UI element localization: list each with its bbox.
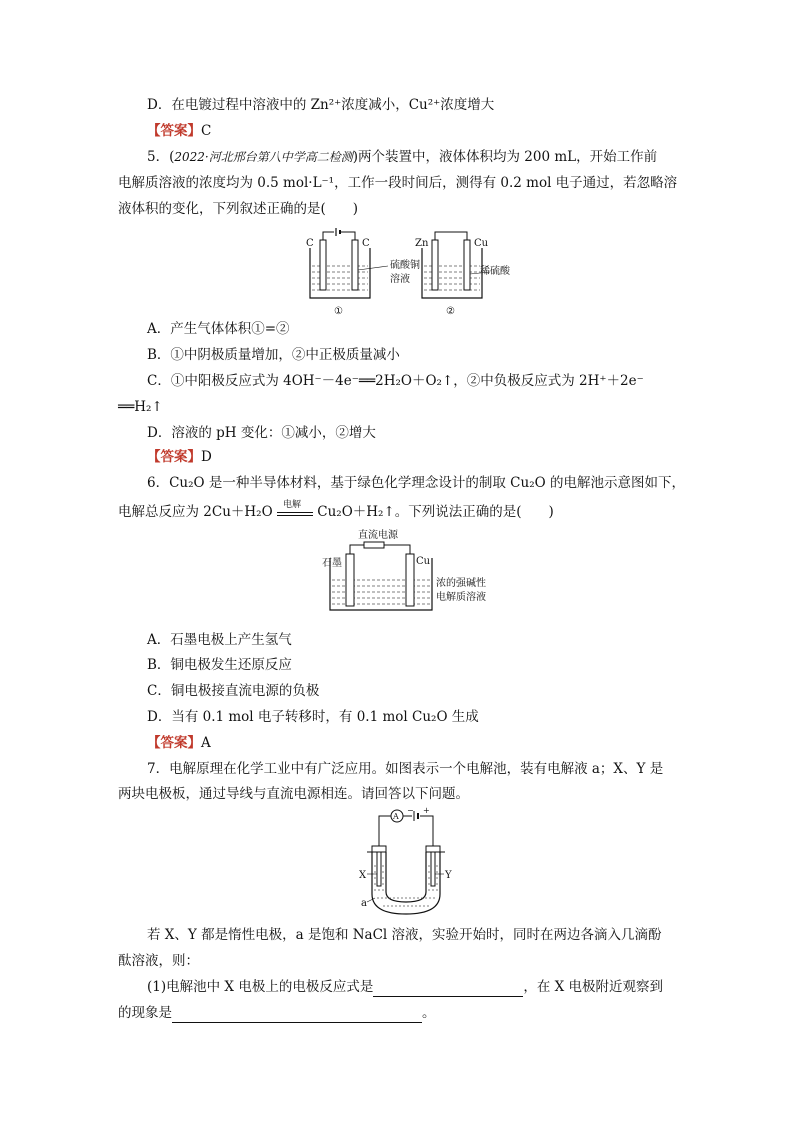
- electrolysis-cell-1: [306, 228, 420, 317]
- figure-number: ②: [446, 306, 455, 317]
- answer-blank[interactable]: [172, 1008, 422, 1023]
- q7-condition-line1: 若 X、Y 都是惰性电极，a 是饱和 NaCl 溶液，实验开始时，同时在两边各滴入几滴酚: [147, 927, 662, 943]
- power-label: 直流电源: [358, 530, 398, 541]
- solution-label: 电解质溶液: [436, 592, 486, 603]
- q5-answer: [147, 447, 676, 467]
- electrode-label: C: [306, 238, 314, 249]
- answer-blank[interactable]: [373, 982, 523, 997]
- ammeter-label: A: [393, 812, 399, 821]
- question-text: 电解总反应为 2Cu＋H₂O: [118, 504, 273, 520]
- q6-option-b: B．铜电极发生还原反应: [147, 657, 292, 673]
- q6-option-d: D．当有 0.1 mol 电子转移时，有 0.1 mol Cu₂O 生成: [147, 709, 479, 725]
- electrode-label: Cu: [474, 238, 489, 249]
- q7-stem-line2: 两块电极板，通过导线与直流电源相连。请回答以下问题。: [118, 786, 469, 802]
- electrode-label: Zn: [415, 238, 429, 249]
- question-number: 5．(: [147, 149, 175, 165]
- q6-figure: [322, 528, 502, 618]
- electrode-x-label: X: [359, 870, 367, 881]
- electrode-label: Cu: [416, 556, 431, 567]
- solution-label: 硫酸铜: [390, 260, 420, 271]
- answer-tag: 【答案】: [147, 735, 201, 751]
- q5-option-c-cont: ══H₂↑: [118, 399, 163, 415]
- answer-tag: 【答案】: [147, 123, 201, 139]
- q7-stem-line1: 7．电解原理在化学工业中有广泛应用。如图表示一个电解池，装有电解液 a；X、Y 是: [147, 761, 664, 777]
- q5-stem-line3: 液体积的变化，下列叙述正确的是( ): [118, 201, 359, 217]
- question-text: ，在 X 电极附近观察到: [523, 979, 664, 995]
- q5-stem-line2: 电解质溶液的浓度均为 0.5 mol·L⁻¹，工作一段时间后，测得有 0.2 mol 电子通过，若忽略溶: [118, 175, 678, 191]
- solution-label: 稀硫酸: [480, 266, 510, 277]
- q6-stem-line2: [118, 499, 676, 522]
- q5-figure: [300, 228, 520, 320]
- reaction-condition: 电解: [282, 499, 301, 510]
- plus-label: +: [423, 806, 430, 815]
- q5-option-a: A．产生气体体积①=②: [147, 321, 290, 337]
- minus-label: −: [407, 806, 414, 815]
- answer-value: D: [201, 449, 212, 465]
- q7-condition-line2: 酞溶液，则：: [118, 953, 199, 969]
- q7-figure: [357, 806, 467, 918]
- question-text: )两个装置中，液体体积均为 200 mL，开始工作前: [352, 149, 658, 165]
- reaction-arrow: [277, 499, 313, 521]
- question-text: 的现象是: [118, 1005, 172, 1021]
- q7-subquestion-1-cont: [118, 1003, 676, 1023]
- galvanic-cell-2: [415, 232, 511, 317]
- q6-option-a: A．石墨电极上产生氢气: [147, 632, 292, 648]
- q5-option-c: C．①中阳极反应式为 4OH⁻－4e⁻══2H₂O＋O₂↑，②中负极反应式为 2H⁺＋2e⁻: [147, 373, 644, 389]
- q7-subquestion-1: [147, 977, 676, 997]
- electrode-y-label: Y: [445, 870, 452, 881]
- question-source: 2022·河北邢台第八中学高二检测: [174, 150, 353, 164]
- q4-option-d: D．在电镀过程中溶液中的 Zn²⁺浓度减小，Cu²⁺浓度增大: [147, 97, 495, 113]
- solution-label: 溶液: [390, 274, 410, 285]
- question-text: Cu₂O＋H₂↑。下列说法正确的是( ): [317, 504, 554, 520]
- solution-label: 浓的强碱性: [436, 578, 486, 589]
- q6-answer: [147, 733, 676, 753]
- answer-value: A: [201, 735, 211, 751]
- electrode-label: C: [362, 238, 370, 249]
- electrode-label: 石墨: [322, 558, 342, 569]
- answer-tag: 【答案】: [147, 449, 201, 465]
- electrolyte-label: a: [361, 898, 367, 909]
- q6-option-c: C．铜电极接直流电源的负极: [147, 683, 320, 699]
- figure-number: ①: [334, 306, 343, 317]
- q5-stem-line1: [147, 147, 676, 167]
- question-text: (1)电解池中 X 电极上的电极反应式是: [147, 979, 374, 995]
- q6-stem-line1: 6．Cu₂O 是一种半导体材料，基于绿色化学理念设计的制取 Cu₂O 的电解池示意图如下，: [147, 475, 685, 491]
- q4-answer: [147, 121, 676, 141]
- q5-option-b: B．①中阴极质量增加，②中正极质量减小: [147, 347, 400, 363]
- q5-option-d: D．溶液的 pH 变化：①减小，②增大: [147, 425, 376, 441]
- question-text: 。: [422, 1005, 436, 1021]
- answer-value: C: [201, 123, 212, 139]
